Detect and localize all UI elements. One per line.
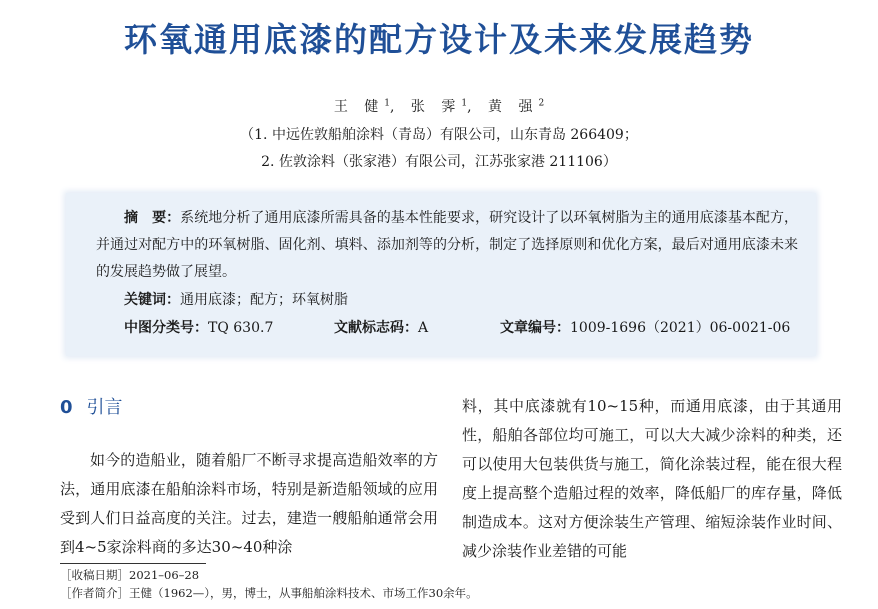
article-no-label: 文章编号：: [500, 320, 570, 336]
author-affil-mark: 1: [461, 98, 468, 109]
abstract-text: 系统地分析了通用底漆所需具备的基本性能要求，研究设计了以环氧树脂为主的通用底漆基本配方，并通过对配方中的环氧树脂、固化剂、填料、添加剂等的分析，制定了选择原则和优化方案，最后对通用底漆未来的发展趋势做了展望。: [96, 210, 798, 280]
keywords-text: 通用底漆；配方；环氧树脂: [180, 292, 348, 308]
section-title: 引言: [86, 397, 123, 418]
article-no-value: 1009-1696（2021）06-0021-06: [570, 320, 791, 336]
doc-code-label: 文献标志码：: [334, 320, 418, 336]
section-number: 0: [60, 397, 73, 418]
affiliation-2: 2. 佐敦涂料（张家港）有限公司，江苏张家港 211106）: [261, 154, 617, 170]
abstract-paragraph: [96, 205, 798, 286]
footnote-author-bio: ［作者简介］王健（1962—），男，博士，从事船舶涂料技术、市场工作30余年。: [60, 586, 478, 600]
doc-code-line: [334, 317, 428, 337]
body-column-left: 如今的造船业，随着船厂不断寻求提高造船效率的方法，通用底漆在船舶涂料市场，特别是新造船领域的应用受到人们日益高度的关注。过去，建造一艘船舶通常会用到4~5家涂料商的多达30~40种涂: [60, 451, 438, 556]
author-affil-mark: 1: [384, 98, 390, 109]
author-name: 黄 强: [488, 99, 539, 115]
author-affil-mark: 2: [538, 98, 545, 109]
author-name: 王 健: [333, 99, 385, 115]
abstract-box: [66, 193, 816, 356]
keywords-label: 关键词：: [124, 292, 180, 308]
body-column-right: 料，其中底漆就有10~15种，而通用底漆，由于其通用性，船舶各部位均可施工，可以大大减少涂料的种类，还可以使用大包装供货与施工，简化涂装过程，能在很大程度上提高整个造船过程的效率，降低船厂的库存量，降低制造成本。这对方便涂装生产管理、缩短涂装作业时间、减少涂装作业差错的可能: [462, 397, 842, 560]
abstract-label: 摘 要：: [124, 210, 181, 226]
section-heading: [60, 393, 123, 419]
author-name: 张 霁: [410, 99, 462, 115]
clc-value: TQ 630.7: [208, 320, 274, 336]
article-no-line: [500, 317, 790, 337]
footnote-rule: [60, 563, 206, 564]
affiliation-1: （1. 中远佐敦船舶涂料（青岛）有限公司，山东青岛 266409；: [240, 127, 638, 143]
paper-title: 环氧通用底漆的配方设计及未来发展趋势: [124, 20, 754, 59]
clc-line: [124, 317, 273, 337]
author-list: 王 健$^1$, 张 霁$^1$, 黄 强$^2$: [333, 98, 545, 115]
footnote-received-date: ［收稿日期］2021–06–28: [60, 568, 200, 582]
clc-label: 中图分类号：: [124, 320, 208, 336]
keywords-line: [124, 289, 348, 309]
doc-code-value: A: [418, 320, 429, 336]
